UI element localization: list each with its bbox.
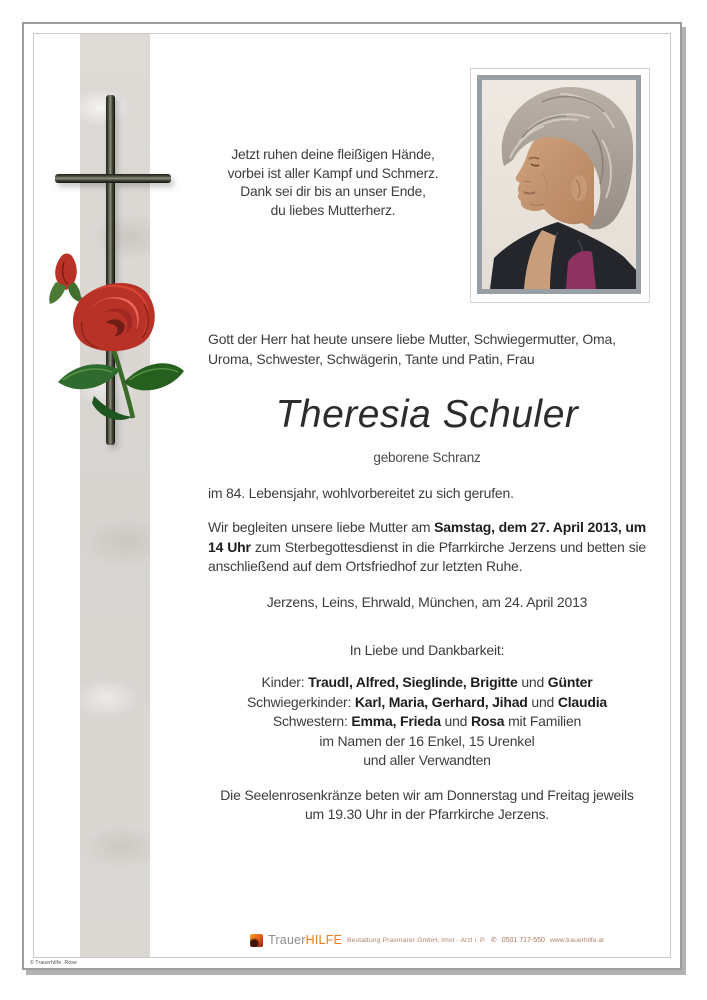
rosary-line: Die Seelenrosenkränze beten wir am Donnerstag und Freitag jeweils [220, 787, 634, 803]
portrait-photo [482, 80, 636, 289]
deceased-name: Theresia Schuler [275, 393, 579, 436]
rosary-notice [208, 786, 646, 823]
phone-icon: ✆ [490, 937, 497, 944]
intro-text: Gott der Herr hat heute unsere liebe Mutter, Schwiegermutter, Oma, Uroma, Schwester, Schwägerin, Tante und Patin, Frau [208, 331, 616, 367]
decorative-stripe [80, 34, 150, 957]
poem-line: Dank sei dir bis an unser Ende, [240, 184, 426, 199]
obituary-card [33, 33, 671, 958]
age-line: im 84. Lebensjahr, wohlvorbereitet zu sich gerufen. [208, 485, 514, 501]
rose-illustration [36, 230, 196, 425]
portrait-photo-frame [470, 68, 650, 303]
memorial-poem [208, 146, 458, 220]
portrait-photo-border [477, 75, 641, 294]
family-block [208, 673, 646, 771]
trauerhilfe-logo-icon [250, 934, 263, 947]
funeral-date-bold: Samstag, dem 27. April 2013, um 14 Uhr [208, 519, 646, 555]
poem-line: vorbei ist aller Kampf und Schmerz. [227, 165, 439, 181]
gratitude-line: In Liebe und Dankbarkeit: [349, 642, 505, 658]
funeral-announcement [208, 518, 646, 577]
funeral-pre: Wir begleiten unsere liebe Mutter am [208, 519, 435, 535]
funeral-post: zum Sterbegottesdienst in die Pfarrkirche Jerzens und betten sie anschließend auf dem Ortsfriedhof zur letzten Ruhe. [208, 538, 646, 574]
family-line-kinder: Kinder: Traudl, Alfred, Sieglinde, Brigitte und Günter [261, 674, 593, 690]
poem-line: du liebes Mutterherz. [270, 202, 396, 218]
family-line-schwestern: Schwestern: Emma, Frieda und Rosa mit Familien [272, 713, 582, 729]
family-line-enkel: im Namen der 16 Enkel, 15 Urenkel [319, 732, 535, 749]
poem-line: Jetzt ruhen deine fleißigen Hände, [231, 147, 435, 162]
places-date-line: Jerzens, Leins, Ehrwald, München, am 24. April 2013 [266, 594, 588, 610]
rosary-line: um 19.30 Uhr in der Pfarrkirche Jerzens. [304, 805, 550, 822]
trauerhilfe-brand: TrauerHILFE [268, 933, 343, 947]
website-url: www.trauerhilfe.at [549, 936, 604, 944]
family-line-verwandte: und aller Verwandten [363, 752, 491, 768]
funeral-home-company: Bestattung Praxmarer GmbH, Imst - Arzl i. P. [347, 936, 486, 944]
funeral-home-footer [208, 930, 646, 950]
copyright-note: © Trauerhilfe .Rose [30, 960, 77, 966]
page-frame [22, 22, 682, 970]
family-line-schwiegerkinder: Schwiegerkinder: Karl, Maria, Gerhard, Jihad und Claudia [247, 693, 607, 710]
phone-number: 0501 717-550 [501, 936, 545, 944]
maiden-name: geborene Schranz [373, 450, 481, 465]
